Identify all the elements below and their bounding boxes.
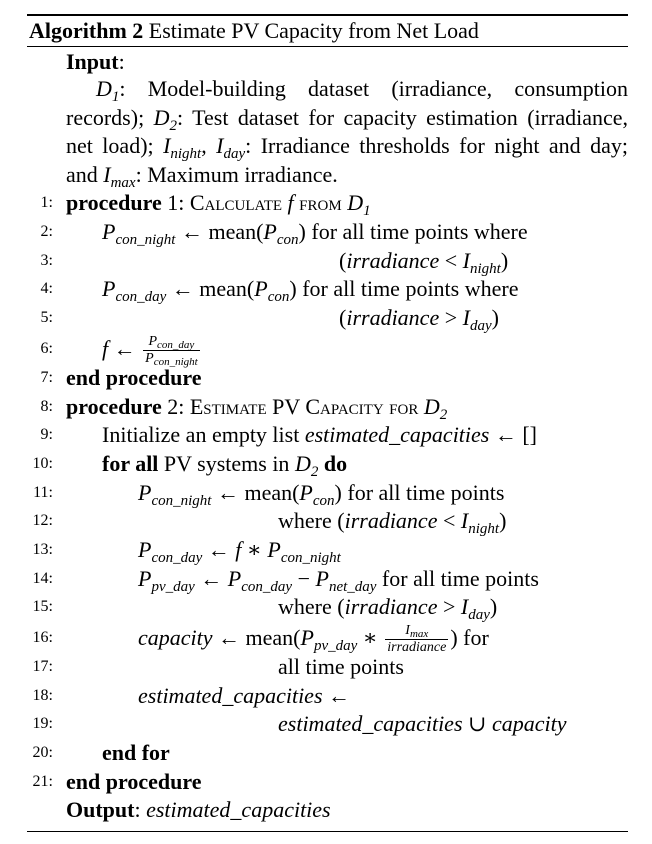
line-number: 13: [32, 540, 53, 558]
line-number: 5: [40, 309, 53, 327]
line-17: 17: all time points [27, 653, 628, 682]
algorithm-body [27, 48, 628, 825]
line-2: 2: $P_{con\_night}$ ← $mean(P_{con})$ for all time points where [27, 218, 628, 247]
line-number: 4: [40, 280, 53, 298]
algorithm-title: Estimate PV Capacity from Net Load [148, 18, 479, 43]
line-19: 19: estimated_capacities ∪ capacity [27, 710, 628, 739]
line-number: 21: [32, 772, 53, 790]
input-heading: Input: [66, 49, 125, 74]
line-18: 18: estimated_capacities ← [27, 682, 628, 711]
line-1: 1: procedure 1: Calculate f from $D_1$ [27, 189, 628, 218]
line-3: 3: (irradiance < $I_{night}$) [27, 247, 628, 276]
line-15: 15: where (irradiance > $I_{day}$) [27, 593, 628, 622]
algorithm-caption [27, 16, 628, 46]
line-6: 6: f ← $\frac{P_{con\_day}}{P_{con\_night}}$ [27, 333, 628, 364]
line-number: 10: [32, 454, 53, 472]
line-12: 12: where (irradiance < $I_{night}$) [27, 507, 628, 536]
line-11: 11: $P_{con\_night}$ ← $mean(P_{con})$ for all time points [27, 479, 628, 508]
line-21: 21: end procedure [27, 768, 628, 797]
line-number: 18: [32, 686, 53, 704]
line-number: 19: [32, 715, 53, 733]
line-number: 2: [40, 223, 53, 241]
line-number: 11: [33, 483, 53, 501]
line-7: 7: end procedure [27, 364, 628, 393]
line-8: 8: procedure 2: Estimate PV Capacity for $D_2$ [27, 393, 628, 422]
fraction: $\frac{P_{con\_day}}{P_{con\_night}}$ [145, 334, 198, 369]
line-number: 20: [32, 744, 53, 762]
line-number: 7: [40, 368, 53, 386]
line-number: 16: [32, 629, 53, 646]
output-line: Output: estimated_capacities [66, 797, 331, 823]
line-number: 3: [40, 251, 53, 269]
output-label: Output [66, 797, 135, 823]
line-5: 5: (irradiance > $I_{day}$) [27, 304, 628, 333]
input-label: Input [66, 49, 119, 74]
line-number: 8: [40, 397, 53, 415]
line-number: 12: [32, 512, 53, 530]
bottom-rule [27, 831, 628, 832]
input-description: $D_1$: Model-building dataset (irradiance, consumption records); $D_2$: Test dataset for capacity estimation (irradiance, net load); $I_{night}$, $I_{day}$: Irradiance thresholds for night and day; and $I_{max}$: Maximum irradiance. [66, 76, 628, 191]
line-number: 9: [40, 426, 53, 444]
line-16: 16: capacity ← $mean(P_{pv\_day}$ ∗ $\frac{I_{max}}{\text{irradiance}}$ ) for [27, 622, 628, 653]
caption-rule [27, 46, 628, 47]
line-number: 14: [32, 569, 53, 587]
line-number: 17: [32, 658, 53, 675]
line-13: 13: $P_{con\_day}$ ← f ∗ $P_{con\_night}$ [27, 536, 628, 565]
output-value: estimated_capacities [146, 797, 331, 823]
algorithm-label: Algorithm 2 [29, 18, 144, 43]
line-4: 4: $P_{con\_day}$ ← $mean(P_{con})$ for all time points where [27, 275, 628, 304]
line-14: 14: $P_{pv\_day}$ ← $P_{con\_day} - P_{net\_day}$ for all time points [27, 565, 628, 594]
line-number: 6: [40, 339, 53, 357]
line-9: 9: Initialize an empty list estimated_capacities ← [] [27, 421, 628, 450]
algorithm-block [27, 14, 628, 832]
fraction: $\frac{I_{max}}{\text{irradiance}}$ [387, 623, 447, 656]
line-number: 1: [40, 194, 53, 212]
line-10: 10: for all PV systems in $D_2$ do [27, 450, 628, 479]
line-20: 20: end for [27, 739, 628, 768]
line-number: 15: [32, 598, 53, 616]
